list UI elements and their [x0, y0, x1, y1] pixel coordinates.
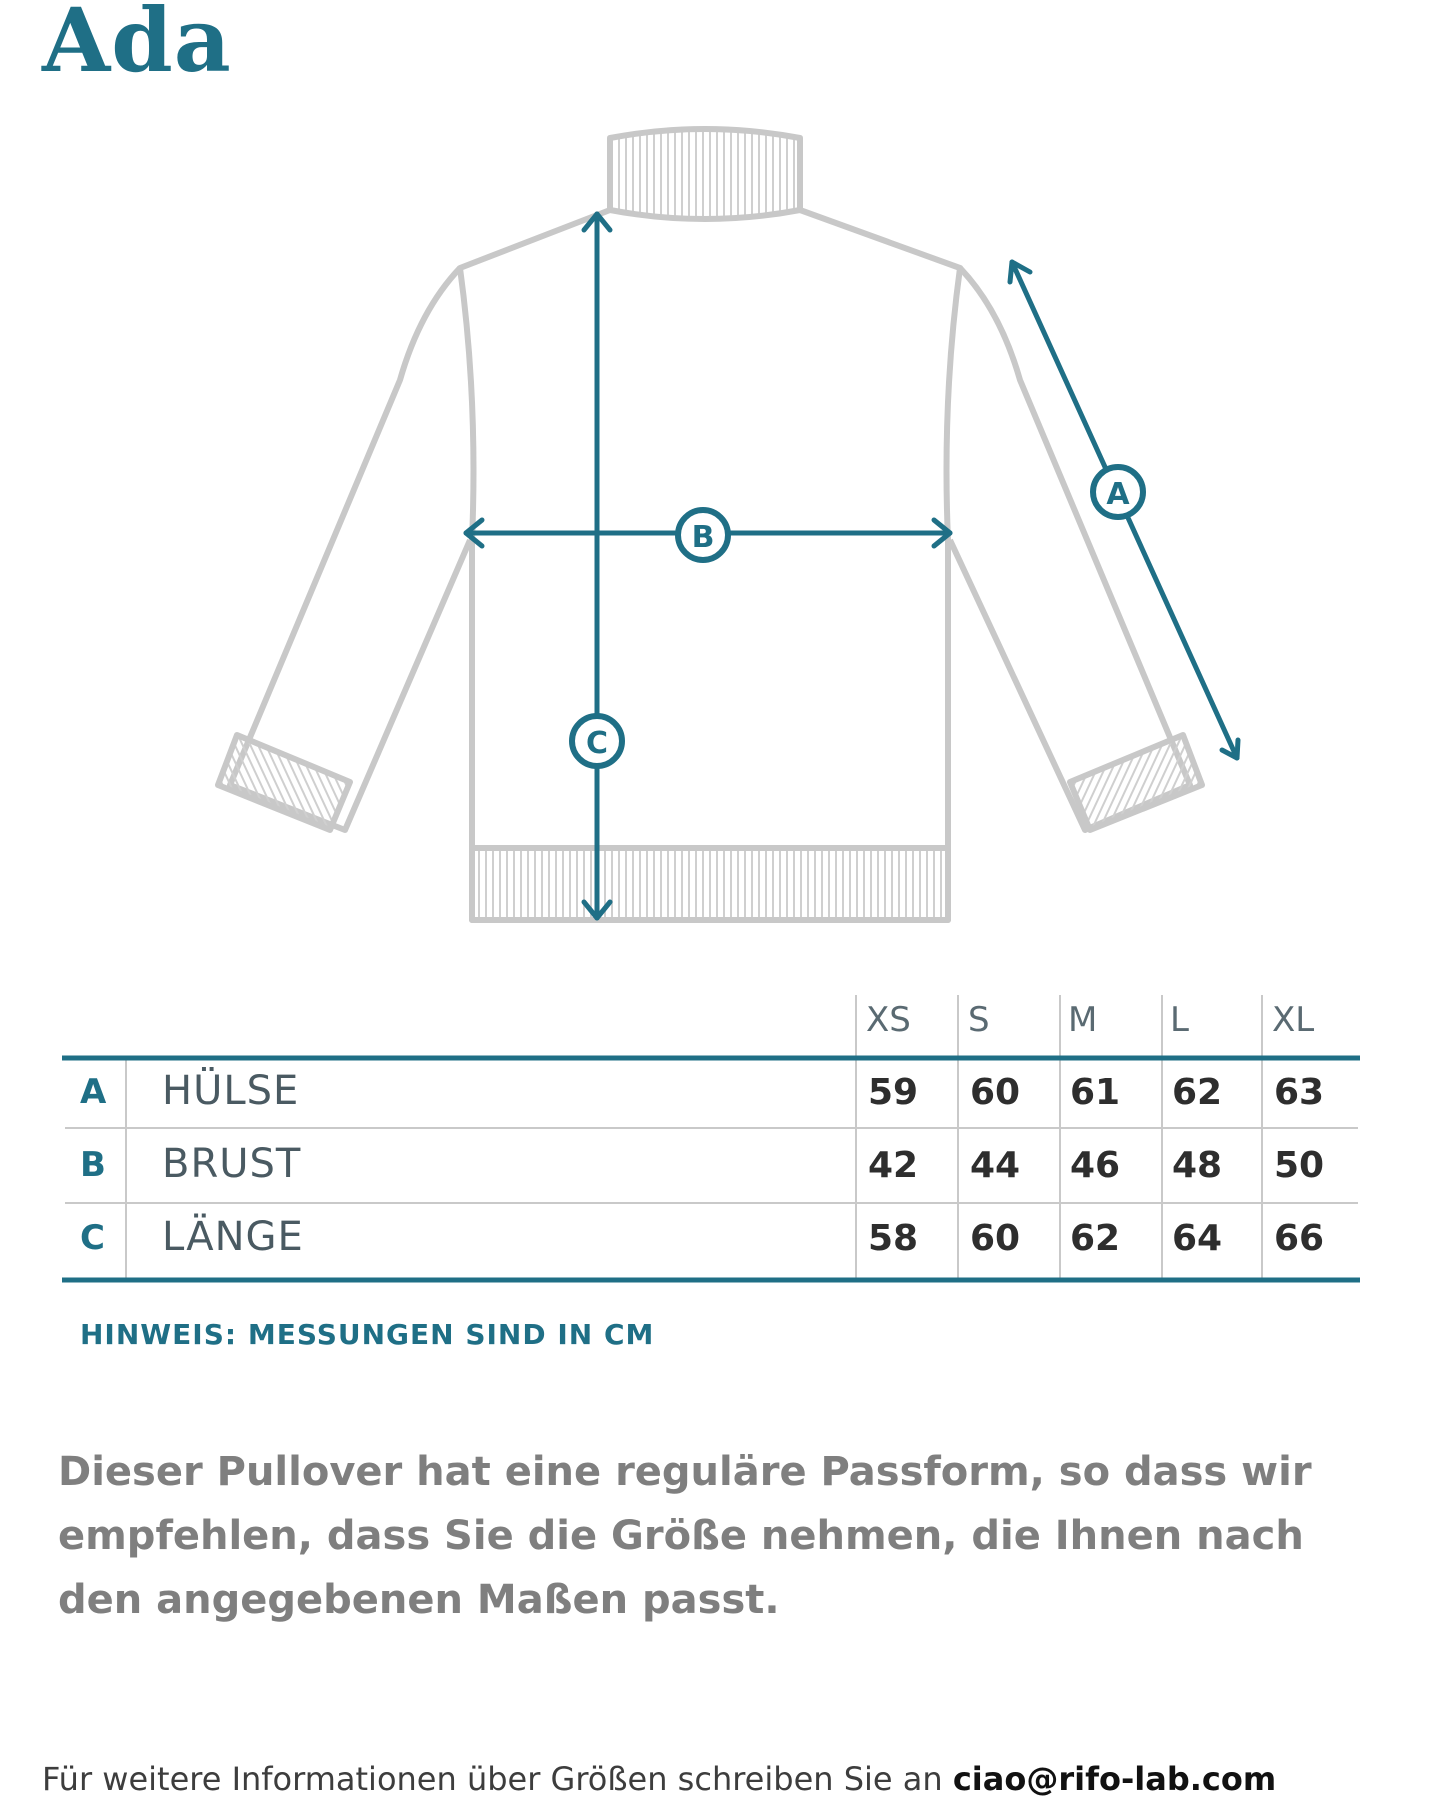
row-name: HÜLSE: [162, 1068, 300, 1114]
fit-description: Dieser Pullover hat eine reguläre Passform, so dass wir empfehlen, dass Sie die Größe nehmen, die Ihnen nach den angegebenen Maßen passt.: [58, 1449, 1312, 1623]
label-b: B: [691, 520, 715, 555]
table-cell: 63: [1274, 1072, 1325, 1113]
table-cell: 58: [868, 1218, 919, 1259]
contact-email-link[interactable]: ciao@rifo-lab.com: [952, 1760, 1277, 1798]
footer-contact: [42, 1760, 1276, 1798]
table-cell: 46: [1070, 1145, 1121, 1186]
table-cell: 50: [1274, 1145, 1325, 1186]
label-badge-a: [1093, 467, 1143, 517]
row-letter: B: [80, 1145, 106, 1185]
size-header-m: M: [1068, 1000, 1098, 1040]
size-header-xl: XL: [1272, 1000, 1315, 1040]
label-badge-c: [572, 716, 622, 766]
table-cell: 60: [970, 1072, 1021, 1113]
table-cell: 42: [868, 1145, 919, 1186]
table-cell: 66: [1274, 1218, 1325, 1259]
size-header-l: L: [1170, 1000, 1189, 1040]
measurement-note: HINWEIS: MESSUNGEN SIND IN CM: [80, 1318, 655, 1351]
table-cell: 60: [970, 1218, 1021, 1259]
table-cell: 61: [1070, 1072, 1121, 1113]
size-header-s: S: [968, 1000, 990, 1040]
table-cell: 64: [1172, 1218, 1223, 1259]
row-name: LÄNGE: [162, 1214, 304, 1260]
row-letter: A: [80, 1072, 107, 1112]
label-c: C: [585, 726, 609, 761]
table-cell: 59: [868, 1072, 919, 1113]
table-cell: 44: [970, 1145, 1021, 1186]
size-header-xs: XS: [866, 1000, 911, 1040]
footer-text: Für weitere Informationen über Größen schreiben Sie an: [42, 1760, 953, 1798]
table-cell: 62: [1070, 1218, 1121, 1259]
label-a: A: [1106, 477, 1130, 512]
table-cell: 62: [1172, 1072, 1223, 1113]
row-name: BRUST: [162, 1141, 302, 1187]
row-letter: C: [80, 1218, 105, 1258]
page-title: Ada: [42, 0, 232, 92]
table-cell: 48: [1172, 1145, 1223, 1186]
label-badge-b: [678, 510, 728, 560]
